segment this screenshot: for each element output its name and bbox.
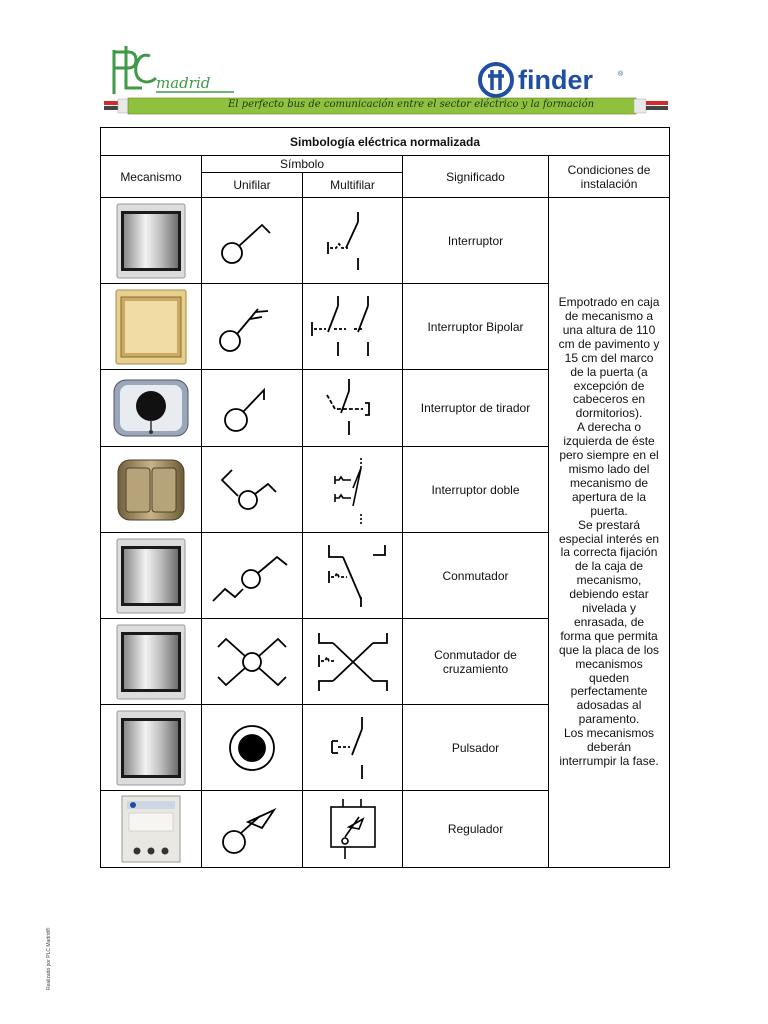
pull-switch-icon: [212, 378, 292, 438]
header-significado: Significado: [403, 156, 549, 198]
pull-switch-photo: [113, 376, 189, 440]
dimmer-icon: [212, 798, 292, 860]
header-condiciones: Condiciones de instalación: [549, 156, 670, 198]
table-row: [101, 198, 670, 284]
switch-multiline-icon: [318, 206, 388, 276]
bipolar-multiline-icon: [306, 292, 400, 362]
meaning-cell: Interruptor de tirador: [403, 370, 549, 447]
switch-gold-photo: [115, 289, 187, 365]
pushbutton-multiline-icon: [318, 713, 388, 783]
switch-photo: [116, 203, 186, 279]
symbology-table: [100, 127, 670, 868]
double-switch-icon: [212, 458, 292, 522]
conditions-cell: [549, 198, 670, 868]
svg-text:finder: finder: [518, 65, 594, 95]
header-multifilar: Multifilar: [303, 173, 403, 198]
header-simbolo: Símbolo: [202, 156, 403, 173]
bipolar-switch-icon: [212, 297, 292, 357]
conditions-text: Empotrado en caja de mecanismo a una altura de 110 cm de pavimento y 15 cm del marco de la puerta (a excepción de cabeceros en dormitorios). A derecha o izquierda de éste pero siempre en el mismo lado del mecanismo de apertura de la puerta. Se prestará especial interés en la correcta fijación de la caja de mecanismo, debiendo estar nivelada y enrasada, de forma que permita que la placa de los mecanismos queden perfectamente adosadas al paramento. Los mecanismos deberán interrumpir la fase.: [558, 295, 660, 768]
finder-logo: [478, 60, 638, 100]
meaning-cell: Conmutador: [403, 533, 549, 619]
double-multiline-icon: [323, 454, 383, 526]
meaning-cell: Interruptor: [403, 198, 549, 284]
table-title: Simbología eléctrica normalizada: [101, 128, 670, 156]
switch-photo: [116, 538, 186, 614]
finder-regulator-photo: [121, 795, 181, 863]
cross-commutator-icon: [212, 629, 292, 695]
commutator-multiline-icon: [315, 541, 391, 611]
commutator-icon: [207, 543, 297, 609]
header-mecanismo: Mecanismo: [101, 156, 202, 198]
meaning-cell: Regulador: [403, 791, 549, 868]
header-unifilar: Unifilar: [202, 173, 303, 198]
side-note: Realizado por PLC Madrid®: [46, 927, 52, 990]
double-switch-photo: [116, 458, 186, 522]
svg-text:madrid: madrid: [156, 74, 211, 92]
meaning-cell: Conmutador de cruzamiento: [403, 619, 549, 705]
mechanism-photo: [101, 198, 202, 284]
cross-multiline-icon: [313, 627, 393, 697]
pull-multiline-icon: [313, 377, 393, 439]
single-switch-icon: [212, 211, 292, 271]
dimmer-multiline-icon: [323, 797, 383, 861]
pushbutton-icon: [217, 715, 287, 781]
banner-text: El perfecto bus de comunicación entre el sector eléctrico y la formación: [228, 99, 595, 110]
switch-photo: [116, 624, 186, 700]
plc-madrid-logo: [106, 44, 240, 100]
meaning-cell: Interruptor Bipolar: [403, 284, 549, 370]
meaning-cell: Pulsador: [403, 705, 549, 791]
svg-text:®: ®: [618, 71, 624, 78]
meaning-cell: Interruptor doble: [403, 447, 549, 533]
switch-photo: [116, 710, 186, 786]
